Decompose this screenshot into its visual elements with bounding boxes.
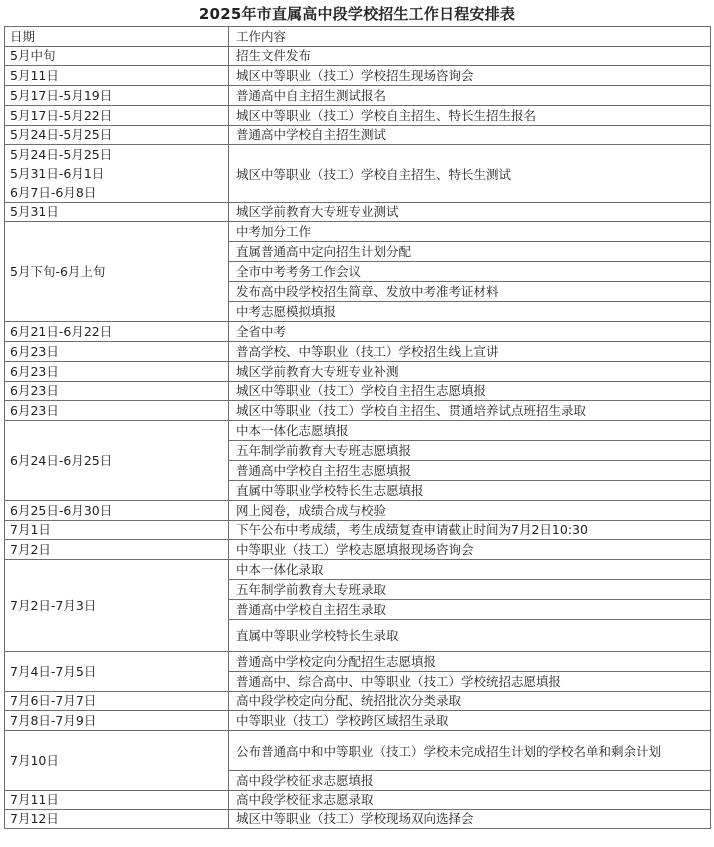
content-cell: 下午公布中考成绩，考生成绩复查申请截止时间为7月2日10:30 [229,521,711,540]
date-cell: 5月中旬 [5,47,229,66]
table-row [5,203,711,222]
content-cell: 城区中等职业（技工）学校现场双向选择会 [229,810,711,829]
header-date: 日期 [5,27,229,47]
table-row [5,106,711,126]
page-title: 2025年市直属高中段学校招生工作日程安排表 [198,5,516,23]
date-cell: 5月11日 [5,66,229,86]
date-cell: 5月24日-5月25日 5月31日-6月1日 6月7日-6月8日 [5,145,229,203]
date-cell: 7月12日 [5,810,229,829]
date-cell: 5月24日-5月25日 [5,126,229,145]
table-row [5,47,711,66]
content-cell: 普通高中学校自主招生志愿填报 [229,461,711,481]
schedule-table [4,26,711,829]
content-cell: 中本一体化志愿填报 [229,421,711,441]
date-cell: 6月23日 [5,342,229,362]
content-cell: 中本一体化录取 [229,560,711,580]
content-cell: 公布普通高中和中等职业（技工）学校未完成招生计划的学校名单和剩余计划 [229,731,711,771]
table-row [5,731,711,771]
content-cell: 网上阅卷，成绩合成与校验 [229,501,711,521]
date-cell: 7月1日 [5,521,229,540]
table-row [5,401,711,421]
date-cell: 5月31日 [5,203,229,222]
table-row [5,501,711,521]
table-row [5,362,711,382]
content-cell: 中考加分工作 [229,222,711,242]
table-row [5,540,711,560]
table-row [5,66,711,86]
content-cell: 发布高中段学校招生简章、发放中考准考证材料 [229,282,711,302]
table-row [5,145,711,203]
content-cell: 城区中等职业（技工）学校自主招生志愿填报 [229,382,711,401]
table-row [5,86,711,106]
content-cell: 城区中等职业（技工）学校招生现场咨询会 [229,66,711,86]
content-cell: 招生文件发布 [229,47,711,66]
content-cell: 普通高中自主招生测试报名 [229,86,711,106]
date-cell: 5月下旬-6月上旬 [5,222,229,322]
content-cell: 城区学前教育大专班专业测试 [229,203,711,222]
table-row [5,560,711,580]
date-cell: 7月2日-7月3日 [5,560,229,652]
table-row [5,126,711,145]
table-row [5,222,711,242]
content-cell: 城区学前教育大专班专业补测 [229,362,711,382]
table-row [5,521,711,540]
content-cell: 五年制学前教育大专班录取 [229,580,711,600]
table-row [5,652,711,672]
date-cell: 7月4日-7月5日 [5,652,229,692]
content-cell: 普高学校、中等职业（技工）学校招生线上宣讲 [229,342,711,362]
date-cell: 6月24日-6月25日 [5,421,229,501]
table-row [5,421,711,441]
date-cell: 7月6日-7月7日 [5,692,229,711]
table-row [5,342,711,362]
date-cell: 6月21日-6月22日 [5,322,229,342]
content-cell: 普通高中学校自主招生测试 [229,126,711,145]
date-cell: 6月23日 [5,362,229,382]
content-cell: 高中段学校征求志愿录取 [229,791,711,810]
content-cell: 中等职业（技工）学校跨区域招生录取 [229,711,711,731]
date-cell: 7月10日 [5,731,229,791]
content-cell: 高中段学校定向分配、统招批次分类录取 [229,692,711,711]
content-cell: 直属中等职业学校特长生录取 [229,620,711,652]
content-cell: 普通高中学校自主招生录取 [229,600,711,620]
content-cell: 城区中等职业（技工）学校自主招生、特长生测试 [229,145,711,203]
content-cell: 普通高中学校定向分配招生志愿填报 [229,652,711,672]
date-cell: 7月8日-7月9日 [5,711,229,731]
date-cell: 6月23日 [5,382,229,401]
date-cell: 6月25日-6月30日 [5,501,229,521]
content-cell: 中等职业（技工）学校志愿填报现场咨询会 [229,540,711,560]
schedule-table-body [5,27,711,829]
date-cell: 7月11日 [5,791,229,810]
table-row [5,711,711,731]
header-content: 工作内容 [229,27,711,47]
content-cell: 普通高中、综合高中、中等职业（技工）学校统招志愿填报 [229,672,711,692]
content-cell: 全市中考考务工作会议 [229,262,711,282]
content-cell: 城区中等职业（技工）学校自主招生、贯通培养试点班招生录取 [229,401,711,421]
content-cell: 高中段学校征求志愿填报 [229,771,711,791]
table-row [5,810,711,829]
table-row [5,791,711,810]
content-cell: 五年制学前教育大专班志愿填报 [229,441,711,461]
content-cell: 城区中等职业（技工）学校自主招生、特长生招生报名 [229,106,711,126]
date-cell: 6月23日 [5,401,229,421]
table-row [5,692,711,711]
table-header-row [5,27,711,47]
date-cell: 5月17日-5月19日 [5,86,229,106]
content-cell: 中考志愿模拟填报 [229,302,711,322]
table-row [5,382,711,401]
content-cell: 直属普通高中定向招生计划分配 [229,242,711,262]
content-cell: 全省中考 [229,322,711,342]
date-cell: 5月17日-5月22日 [5,106,229,126]
table-row [5,322,711,342]
content-cell: 直属中等职业学校特长生志愿填报 [229,481,711,501]
date-cell: 7月2日 [5,540,229,560]
